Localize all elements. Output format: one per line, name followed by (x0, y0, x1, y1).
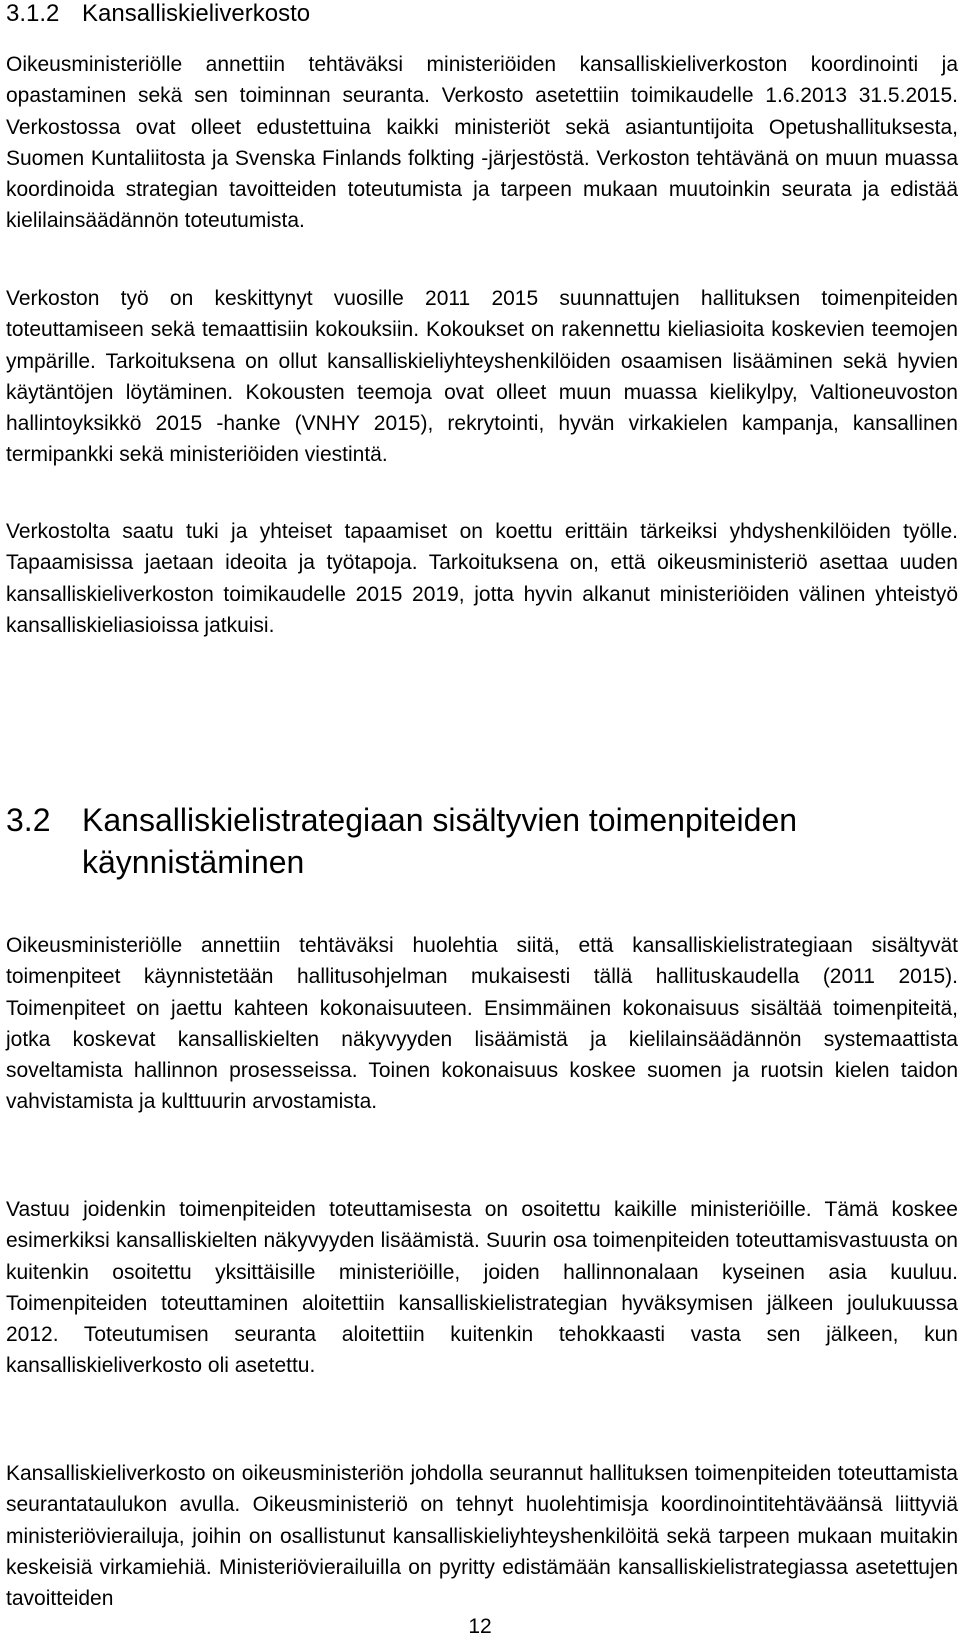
section-number: 3.1.2 (6, 0, 60, 27)
paragraph: Oikeusministeriölle annettiin tehtäväksi ministeriöiden kansalliskieliverkoston koordinointi ja opastaminen sekä sen toiminnan seuranta. Verkosto asetettiin toimikaudelle 1.6.2013 31.5.2015. Verkostossa ovat olleet edustettuina kaikki ministeriöt sekä asiantuntijoita Opetushallituksesta, Suomen Kuntaliitosta ja Svenska Finlands folkting -järjestöstä. Verkoston tehtävänä on muun muassa koordinoida strategian tavoitteiden toteutumista ja tarpeen mukaan muutoinkin seurata ja edistää kielilainsäädännön toteutumista. (6, 53, 958, 233)
section-title: Kansalliskielistrategiaan sisältyvien toimenpiteiden käynnistäminen (82, 802, 798, 880)
paragraph: Kansalliskieliverkosto on oikeusministeriön johdolla seurannut hallituksen toimenpiteiden toteuttamista seurantataulukon avulla. Oikeusministeriö on tehnyt huolehtimisja koordinointitehtäväänsä liittyviä ministeriövierailuja, joihin on osallistunut kansalliskieliyhteyshenkilöitä sekä tarpeen mukaan muitakin keskeisiä virkamiehiä. Ministeriövierailuilla on pyritty edistämään kansalliskielistrategiassa asetettujen tavoitteiden (6, 1462, 958, 1611)
paragraph: Oikeusministeriölle annettiin tehtäväksi huolehtia siitä, että kansalliskielistrategiaan sisältyvät toimenpiteet käynnistetään hallitusohjelman mukaisesti tällä hallituskaudella (2011 2015). Toimenpiteet on jaettu kahteen kokonaisuuteen. Ensimmäinen kokonaisuus sisältää toimenpiteitä, jotka koskevat kansalliskielten näkyvyyden lisäämistä ja kielilainsäädännön systemaattista soveltamista hallinnon prosesseissa. Toinen kokonaisuus koskee suomen ja ruotsin kielen taidon vahvistamista ja kulttuurin arvostamista. (6, 934, 958, 1114)
section-heading-3-1-2 (6, 0, 310, 28)
page-number: 12 (468, 1615, 492, 1638)
section-title: Kansalliskieliverkosto (82, 0, 311, 27)
paragraph: Verkoston työ on keskittynyt vuosille 2011 2015 suunnattujen hallituksen toimenpiteiden toteuttamiseen sekä temaattisiin kokouksiin. Kokoukset on rakennettu kieliasioita koskevien teemojen ympärille. Tarkoituksena on ollut kansalliskieliyhteyshenkilöiden osaamisen lisääminen sekä hyvien käytäntöjen löytäminen. Kokousten teemoja ovat olleet muun muassa kielikylpy, Valtioneuvoston hallintoyksikkö 2015 -hanke (VNHY 2015), rekrytointi, hyvän virkakielen kampanja, kansallinen termipankki sekä ministeriöiden viestintä. (6, 287, 958, 467)
paragraph: Vastuu joidenkin toimenpiteiden toteuttamisesta on osoitettu kaikille ministeriöille. Tämä koskee esimerkiksi kansalliskielten näkyvyyden lisäämistä. Suurin osa toimenpiteiden toteuttamisvastuusta on kuitenkin osoitettu yksittäisille ministeriöille, joiden hallinnonalaan kyseinen asia kuuluu. Toimenpiteiden toteuttaminen aloitettiin kansalliskielistrategian hyväksymisen jälkeen joulukuussa 2012. Toteutumisen seuranta aloitettiin kuitenkin tehokkaasti vasta sen jälkeen, kun kansalliskieliverkosto oli asetettu. (6, 1198, 958, 1378)
paragraph: Verkostolta saatu tuki ja yhteiset tapaamiset on koettu erittäin tärkeiksi yhdyshenkilöiden työlle. Tapaamisissa jaetaan ideoita ja työtapoja. Tarkoituksena on, että oikeusministeriö asettaa uuden kansalliskieliverkoston toimikaudelle 2015 2019, jotta hyvin alkanut ministeriöiden välinen yhteistyö kansalliskieliasioissa jatkuisi. (6, 520, 958, 637)
section-number: 3.2 (6, 802, 51, 838)
